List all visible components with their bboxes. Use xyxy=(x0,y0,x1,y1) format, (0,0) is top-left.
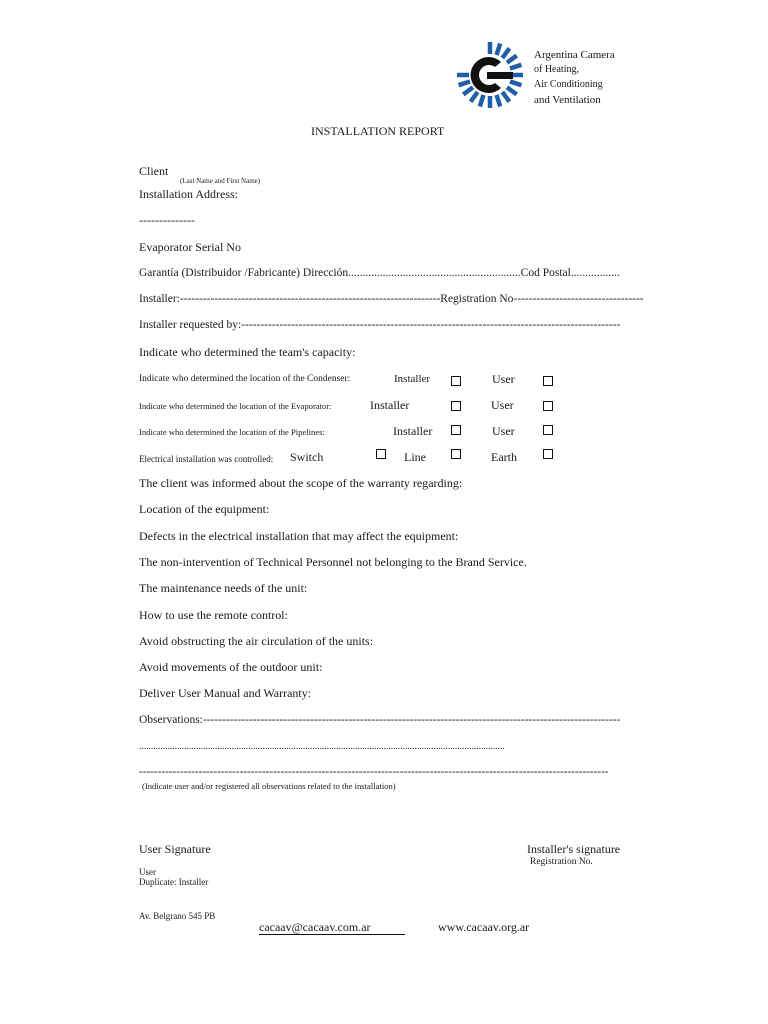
condenser-user-checkbox[interactable] xyxy=(543,376,553,386)
warranty-item: Avoid movements of the outdoor unit: xyxy=(139,660,323,674)
cacaav-logo-icon xyxy=(454,42,528,110)
warranty-item: The non-intervention of Technical Personnel not belonging to the Brand Service. xyxy=(139,555,527,569)
condenser-user-label: User xyxy=(492,372,515,386)
client-hint: (Last Name and First Name) xyxy=(180,177,261,185)
client-label: Client xyxy=(139,164,169,178)
evaporator-user-label: User xyxy=(491,398,514,412)
copy-user-label: User xyxy=(139,867,156,877)
electrical-earth-label: Earth xyxy=(491,450,517,464)
pipelines-label: Indicate who determined the location of the Pipelines: xyxy=(139,427,325,437)
warranty-item: Deliver User Manual and Warranty: xyxy=(139,686,312,700)
electrical-line-checkbox[interactable] xyxy=(451,449,461,459)
observations-dotted-line: .......................................................................................................................................................... xyxy=(139,742,505,752)
evaporator-serial-label: Evaporator Serial No xyxy=(139,240,241,254)
condenser-installer-checkbox[interactable] xyxy=(451,376,461,386)
warranty-item: Location of the equipment: xyxy=(139,502,270,516)
page-title: INSTALLATION REPORT xyxy=(311,124,445,138)
electrical-switch-label: Switch xyxy=(290,450,324,464)
user-signature-label: User Signature xyxy=(139,842,211,856)
electrical-switch-checkbox[interactable] xyxy=(376,449,386,459)
footer-email-wrap xyxy=(259,920,405,935)
address-dashes: -------------- xyxy=(139,213,195,227)
logo-line-3: Air Conditioning xyxy=(534,79,603,90)
registration-label: Registration No. xyxy=(530,857,593,867)
condenser-installer-label: Installer xyxy=(394,373,431,385)
evaporator-user-checkbox[interactable] xyxy=(543,401,553,411)
electrical-label: Electrical installation was controlled: xyxy=(139,454,274,464)
evaporator-label: Indicate who determined the location of the Evaporator: xyxy=(139,401,332,411)
electrical-earth-checkbox[interactable] xyxy=(543,449,553,459)
warranty-item: How to use the remote control: xyxy=(139,608,288,622)
condenser-label: Indicate who determined the location of the Condenser: xyxy=(139,374,351,384)
logo-line-4: and Ventilation xyxy=(534,94,601,106)
logo-line-1: Argentina Camera xyxy=(534,49,615,61)
installer-requested-line: Installer requested by:--------------------------------------------------------------------------------------------------- xyxy=(139,319,621,331)
evaporator-installer-label: Installer xyxy=(370,398,410,412)
pipelines-installer-checkbox[interactable] xyxy=(451,425,461,435)
warranty-item: The maintenance needs of the unit: xyxy=(139,581,308,595)
warranty-item: Avoid obstructing the air circulation of the units: xyxy=(139,634,374,648)
evaporator-installer-checkbox[interactable] xyxy=(451,401,461,411)
logo-line-2: of Heating, xyxy=(534,64,579,75)
pipelines-user-label: User xyxy=(492,424,515,438)
installer-signature-label: Installer's signature xyxy=(527,842,621,856)
observations-dashed-line: ------------------------------------------------------------------------------------------------------------------------------ xyxy=(139,766,609,778)
team-capacity-label: Indicate who determined the team's capacity: xyxy=(139,345,356,359)
footer-email-link[interactable]: cacaav@cacaav.com.ar xyxy=(259,920,371,934)
installer-line: Installer:--------------------------------------------------------------------Registration No---------------------------------- xyxy=(139,293,644,305)
footer-address: Av. Belgrano 545 PB xyxy=(139,911,216,921)
installation-address-label: Installation Address: xyxy=(139,187,238,201)
warranty-intro: The client was informed about the scope of the warranty regarding: xyxy=(139,476,463,490)
footer-website-link[interactable]: www.cacaav.org.ar xyxy=(438,920,530,934)
electrical-line-label: Line xyxy=(404,450,426,464)
copy-duplicate-label: Duplicate: Installer xyxy=(139,877,209,887)
observations-note: (Indicate user and/or registered all observations related to the installation) xyxy=(142,781,396,791)
observations-label: Observations:------------------------------------------------------------------------------------------------------------- xyxy=(139,714,621,726)
pipelines-user-checkbox[interactable] xyxy=(543,425,553,435)
garantia-line: Garantía (Distribuidor /Fabricante) Dirección............................................................Cod Postal................. xyxy=(139,267,620,279)
pipelines-installer-label: Installer xyxy=(393,424,433,438)
warranty-item: Defects in the electrical installation that may affect the equipment: xyxy=(139,529,459,543)
